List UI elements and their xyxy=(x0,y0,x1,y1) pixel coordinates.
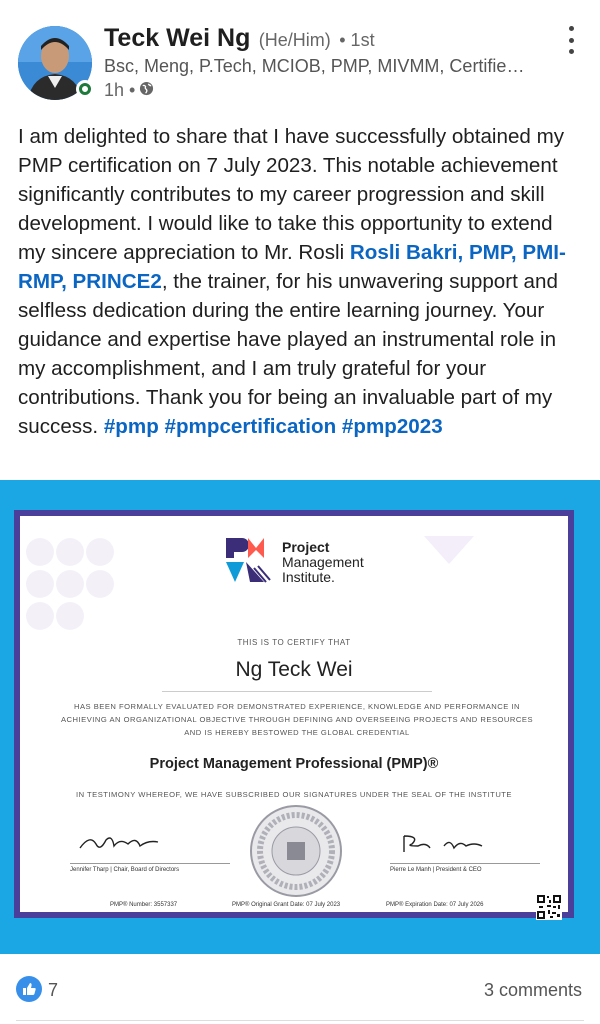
sig-left-caption: Jennifer Tharp | Chair, Board of Directors xyxy=(70,867,180,873)
pmi-wordmark xyxy=(282,540,364,585)
connection-degree: • 1st xyxy=(339,30,375,50)
signature-right xyxy=(390,832,540,873)
qr-code-icon xyxy=(536,894,562,920)
author-headline: Bsc, Meng, P.Tech, MCIOB, PMP, MIVMM, Certified… xyxy=(104,56,534,76)
signature-icon xyxy=(70,832,170,854)
hashtag-link[interactable]: #pmp xyxy=(103,415,159,438)
decorative-circles xyxy=(24,536,116,636)
online-status-icon xyxy=(76,80,94,98)
org-line3: Institute. xyxy=(282,569,335,585)
post-time xyxy=(104,80,154,101)
credential-title: Project Management Professional (PMP)® xyxy=(149,756,439,772)
author-avatar[interactable] xyxy=(18,26,92,100)
more-vert-icon[interactable] xyxy=(564,26,578,54)
grant-date: PMP® Original Grant Date: 07 July 2023 xyxy=(232,902,341,908)
like-reaction-icon[interactable] xyxy=(16,976,42,1002)
comments-count[interactable]: 3 comments xyxy=(483,980,582,1000)
divider xyxy=(16,1020,584,1021)
post-body xyxy=(18,122,584,441)
signature-left xyxy=(70,832,230,873)
testimony-text: IN TESTIMONY WHEREOF, WE HAVE SUBSCRIBED OUR SIGNATURES UNDER THE SEAL OF THE INSTITUTE xyxy=(75,790,513,799)
org-line2: Management xyxy=(282,554,364,570)
author-name-line[interactable] xyxy=(104,24,375,53)
expiration-date: PMP® Expiration Date: 07 July 2026 xyxy=(386,902,484,908)
org-line1: Project xyxy=(282,539,330,555)
decorative-triangles xyxy=(424,536,474,566)
author-pronouns: (He/Him) xyxy=(258,30,331,50)
post-text-part1: I am delighted to share that I have successfully obtained my PMP certification on 7 July 2023. This notable achievement significantly contributes to my career progression and skill development. I would like to take this opportunity to extend my sincere appreciation to Mr. Rosli xyxy=(18,125,565,264)
certify-text: THIS IS TO CERTIFY THAT xyxy=(237,638,351,647)
reaction-count[interactable]: 7 xyxy=(48,980,59,1000)
name-underline xyxy=(162,691,432,692)
certificate xyxy=(14,510,574,918)
signature-icon xyxy=(390,832,490,854)
mention-link[interactable]: Rosli Bakri, PMP, PMI-RMP, PRINCE2 xyxy=(18,241,566,293)
hashtag-link[interactable]: #pmpcertification xyxy=(164,415,337,438)
formal-text: HAS BEEN FORMALLY EVALUATED FOR DEMONSTRATED EXPERIENCE, KNOWLEDGE AND PERFORMANCE IN ACHIEVING AN ORGANIZATIONAL OBJECTIVE THROUGH DEFINING AND OVERSEEING PROJECTS AND RESOURCES AND IS HEREBY BESTOWED THE GLOBAL CREDENTIAL xyxy=(60,702,534,737)
post-header xyxy=(0,0,600,110)
hashtag-link[interactable]: #pmp2023 xyxy=(341,415,443,438)
post-time-label: 1h • xyxy=(104,80,136,100)
holder-name: Ng Teck Wei xyxy=(235,658,353,681)
social-counts xyxy=(0,972,600,1012)
seal-icon xyxy=(249,804,343,898)
author-name[interactable]: Teck Wei Ng xyxy=(104,24,251,52)
post-text-part2: , the trainer, for his unwavering support and selfless dedication during the entire learning journey. Your guidance and expertise have played an instrumental role in my accomplishment, and I am truly grateful for your contributions. Thank you for being an invaluable part of my success. xyxy=(18,270,558,438)
sig-right-caption: Pierre Le Manh | President & CEO xyxy=(390,867,482,873)
post-image[interactable] xyxy=(0,480,600,954)
globe-icon xyxy=(139,80,154,101)
pmp-number: PMP® Number: 3557337 xyxy=(110,902,178,908)
